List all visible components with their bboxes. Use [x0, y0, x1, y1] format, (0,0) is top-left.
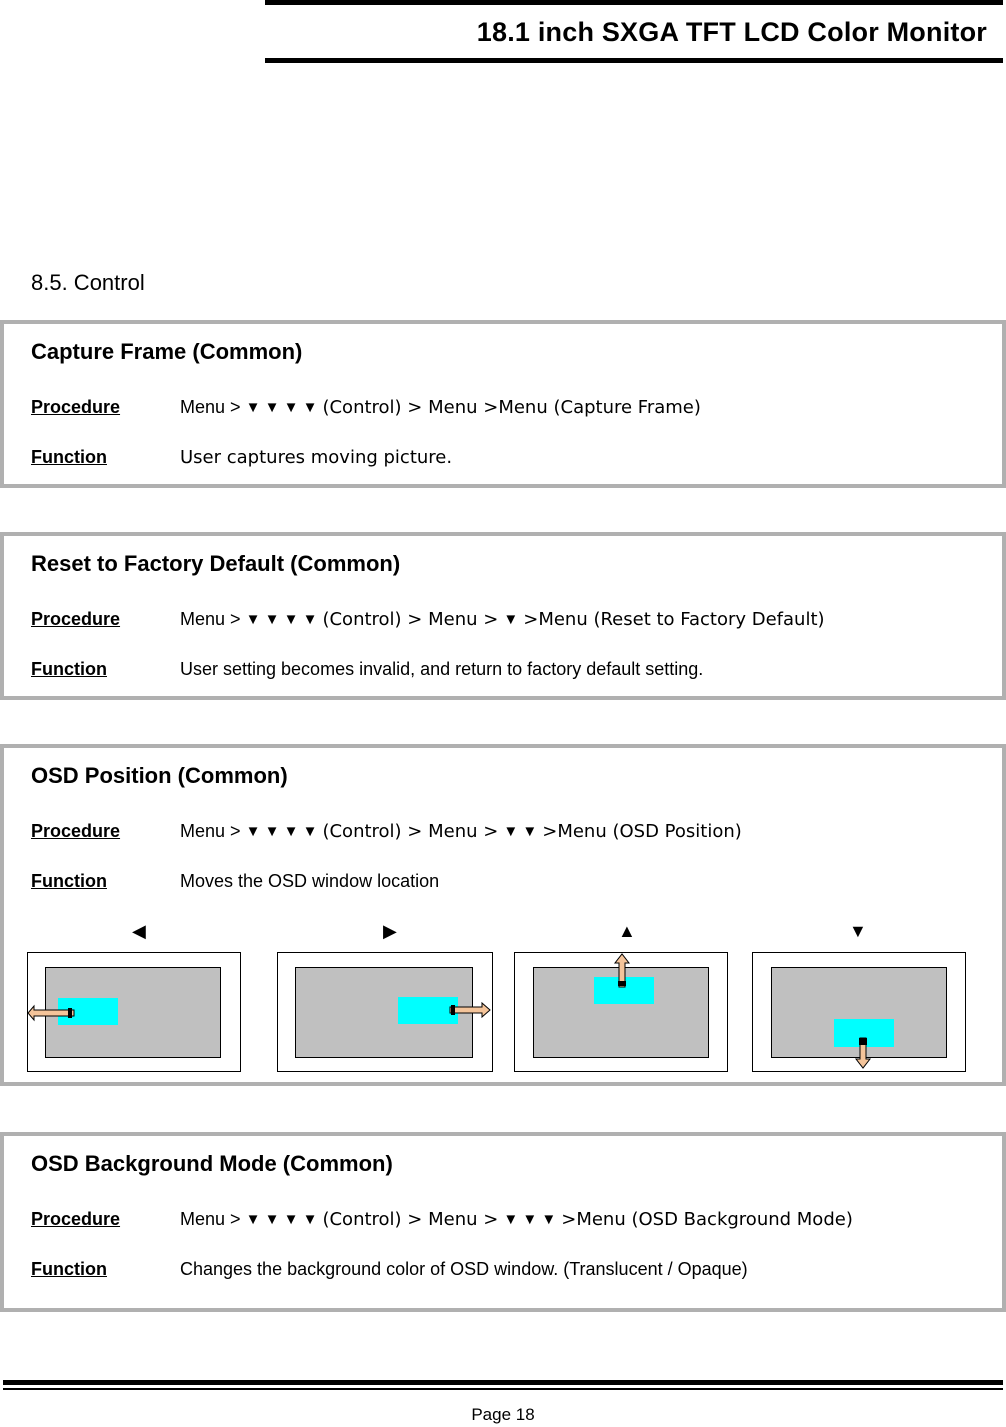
right-arrow-icon: ▶ — [383, 921, 397, 941]
panel-title: Reset to Factory Default (Common) — [31, 551, 401, 576]
function-label: Function — [31, 447, 107, 467]
down-arrows-icon: ▼ ▼ ▼ ▼ — [245, 399, 318, 416]
function-text: Moves the OSD window location — [180, 871, 440, 891]
procedure-path: (Control) > Menu > — [322, 821, 499, 842]
panel-capture-frame — [0, 320, 1006, 488]
move-down-arrow-icon — [753, 953, 965, 1071]
procedure-label: Procedure — [31, 821, 121, 841]
procedure-text — [180, 1209, 853, 1230]
procedure-target: >Menu (Reset to Factory Default) — [523, 609, 825, 630]
procedure-menu: Menu > — [180, 609, 241, 629]
function-value: User captures moving picture. — [180, 447, 453, 468]
procedure-target: >Menu (OSD Position) — [542, 821, 742, 842]
panel-osd-position — [0, 744, 1006, 1086]
document-title: 18.1 inch SXGA TFT LCD Color Monitor — [476, 17, 987, 47]
down-arrows-icon: ▼ ▼ ▼ ▼ — [245, 611, 318, 628]
page-number: Page 18 — [471, 1405, 535, 1424]
panel-title: Capture Frame (Common) — [31, 339, 303, 364]
section-heading: 8.5. Control — [31, 270, 145, 295]
panel-title: OSD Background Mode (Common) — [31, 1151, 393, 1176]
left-arrow-icon: ◀ — [132, 921, 146, 941]
function-text: User setting becomes invalid, and return to factory default setting. — [180, 659, 704, 679]
down-arrows-icon: ▼ ▼ — [503, 823, 538, 840]
header-bottom-rule — [265, 58, 1003, 63]
procedure-path: (Control) > Menu >Menu (Capture Frame) — [322, 397, 701, 418]
function-label: Function — [31, 1259, 107, 1279]
procedure-label: Procedure — [31, 397, 121, 417]
procedure-label: Procedure — [31, 1209, 121, 1229]
down-arrows-icon: ▼ ▼ ▼ ▼ — [245, 823, 318, 840]
procedure-menu: Menu > — [180, 1209, 241, 1229]
procedure-target: >Menu (OSD Background Mode) — [561, 1209, 853, 1230]
osd-move-left-diagram — [27, 952, 241, 1072]
move-up-arrow-icon — [515, 953, 727, 1071]
function-label: Function — [31, 659, 107, 679]
move-right-arrow-icon — [278, 953, 492, 1071]
osd-move-right-diagram — [277, 952, 493, 1072]
header-top-rule — [265, 0, 1003, 5]
procedure-text — [180, 821, 742, 842]
down-arrows-icon: ▼ ▼ ▼ ▼ — [245, 1211, 318, 1228]
down-arrows-icon: ▼ ▼ ▼ — [503, 1211, 557, 1228]
move-left-arrow-icon — [28, 953, 240, 1071]
function-text: Changes the background color of OSD window. (Translucent / Opaque) — [180, 1259, 748, 1279]
procedure-menu: Menu > — [180, 397, 241, 417]
footer-rule-thin — [3, 1388, 1003, 1390]
panel-reset-factory-default — [0, 532, 1006, 700]
function-label: Function — [31, 871, 107, 891]
up-arrow-icon: ▲ — [618, 921, 636, 941]
procedure-text — [180, 609, 825, 630]
procedure-path: (Control) > Menu > — [322, 1209, 499, 1230]
panel-title: OSD Position (Common) — [31, 763, 288, 788]
procedure-path: (Control) > Menu > — [322, 609, 499, 630]
procedure-text — [180, 397, 701, 418]
osd-move-up-diagram — [514, 952, 728, 1072]
panel-osd-background-mode — [0, 1132, 1006, 1312]
footer-rule-thick — [3, 1380, 1003, 1385]
osd-move-down-diagram — [752, 952, 966, 1072]
function-text — [180, 447, 452, 468]
down-arrow-icon: ▼ — [849, 921, 867, 941]
down-arrows-icon: ▼ — [503, 611, 519, 628]
procedure-label: Procedure — [31, 609, 121, 629]
procedure-menu: Menu > — [180, 821, 241, 841]
